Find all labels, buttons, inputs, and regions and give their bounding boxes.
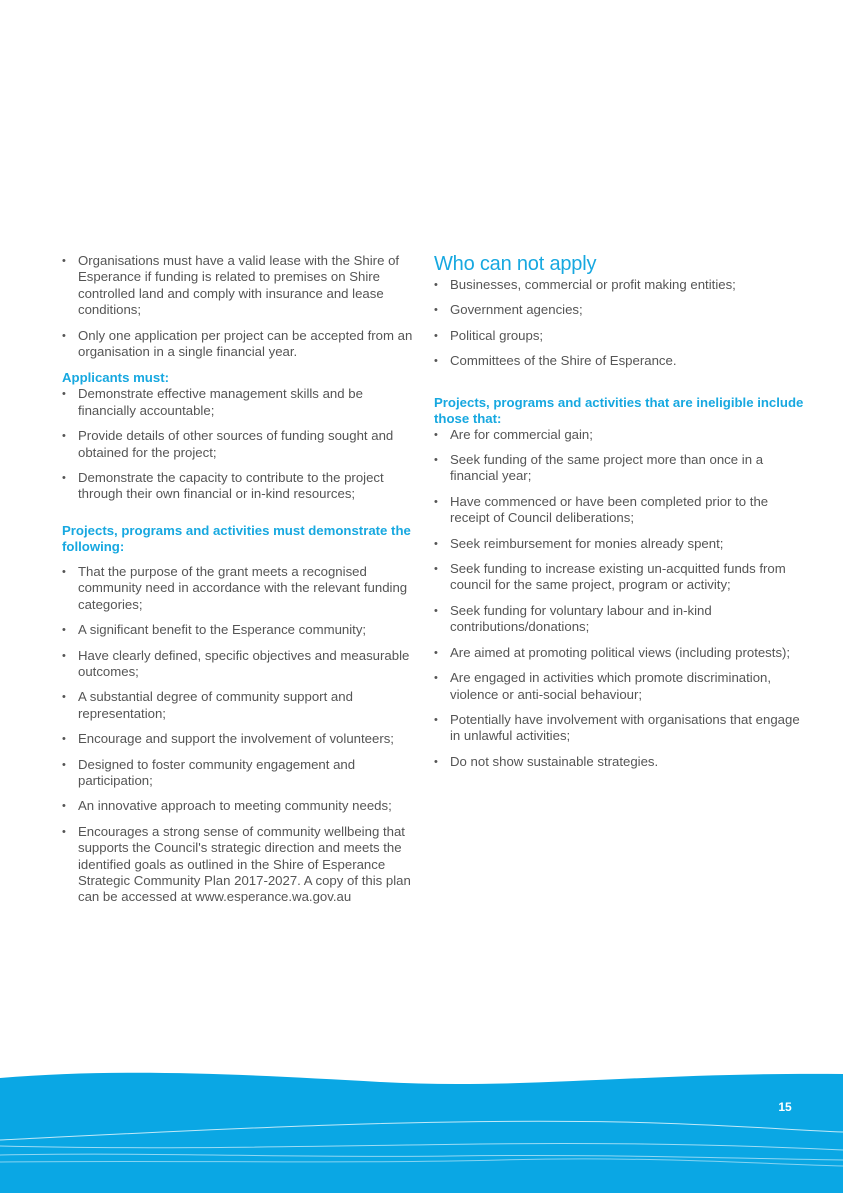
list-item: • Seek funding of the same project more than once in a financial year; [434,452,804,485]
list-item: • Designed to foster community engagement and participation; [62,757,422,790]
list-item: • Encourage and support the involvement of volunteers; [62,731,422,747]
page-number: 15 [778,1100,792,1114]
list-item: • Are aimed at promoting political views (including protests); [434,645,804,661]
list-item: • Demonstrate effective management skills and be financially accountable; [62,386,422,419]
list-item: • Seek funding to increase existing un-acquitted funds from council for the same project, program or activity; [434,561,804,594]
list-item: • Organisations must have a valid lease with the Shire of Esperance if funding is related to premises on Shire controlled land and comply with insurance and lease conditions; [62,253,422,319]
list-item: • Have commenced or have been completed prior to the receipt of Council deliberations; [434,494,804,527]
section-title: Who can not apply [434,253,597,275]
ineligible-list [434,427,804,771]
wave-shape [0,1073,843,1193]
list-item: • Businesses, commercial or profit making entities; [434,277,804,293]
list-item: • Demonstrate the capacity to contribute to the project through their own financial or in-kind resources; [62,470,422,503]
list-item: • Committees of the Shire of Esperance. [434,353,804,369]
applicants-list [62,386,422,502]
list-item: • A substantial degree of community support and representation; [62,689,422,722]
list-item: • Have clearly defined, specific objectives and measurable outcomes; [62,648,422,681]
intro-list [62,253,422,360]
list-item: • Only one application per project can be accepted from an organisation in a single financial year. [62,328,422,361]
demonstrate-heading: Projects, programs and activities must demonstrate the following: [62,522,411,554]
list-item: • Seek funding for voluntary labour and in-kind contributions/donations; [434,603,804,636]
cannot-apply-list [434,277,804,370]
demonstrate-list [62,564,422,906]
list-item: • A significant benefit to the Esperance community; [62,622,422,638]
applicants-heading: Applicants must: [62,370,169,386]
list-item: • An innovative approach to meeting community needs; [62,798,422,814]
list-item: • Government agencies; [434,302,804,318]
right-column [434,253,804,779]
list-item: • Provide details of other sources of funding sought and obtained for the project; [62,428,422,461]
list-item: • That the purpose of the grant meets a recognised community need in accordance with the relevant funding categories; [62,564,422,613]
list-item: • Are engaged in activities which promote discrimination, violence or anti-social behaviour; [434,670,804,703]
left-column [62,253,422,915]
list-item: • Political groups; [434,328,804,344]
list-item: • Potentially have involvement with organisations that engage in unlawful activities; [434,712,804,745]
list-item: • Do not show sustainable strategies. [434,754,804,770]
footer-wave [0,1060,843,1193]
list-item: • Seek reimbursement for monies already spent; [434,536,804,552]
list-item: • Encourages a strong sense of community wellbeing that supports the Council's strategic direction and meets the identified goals as outlined in the Shire of Esperance Strategic Community Plan 2017-2027. A copy of this plan can be accessed at www.esperance.wa.gov.au [62,824,422,906]
list-item: • Are for commercial gain; [434,427,804,443]
ineligible-heading: Projects, programs and activities that are ineligible include those that: [434,394,804,426]
